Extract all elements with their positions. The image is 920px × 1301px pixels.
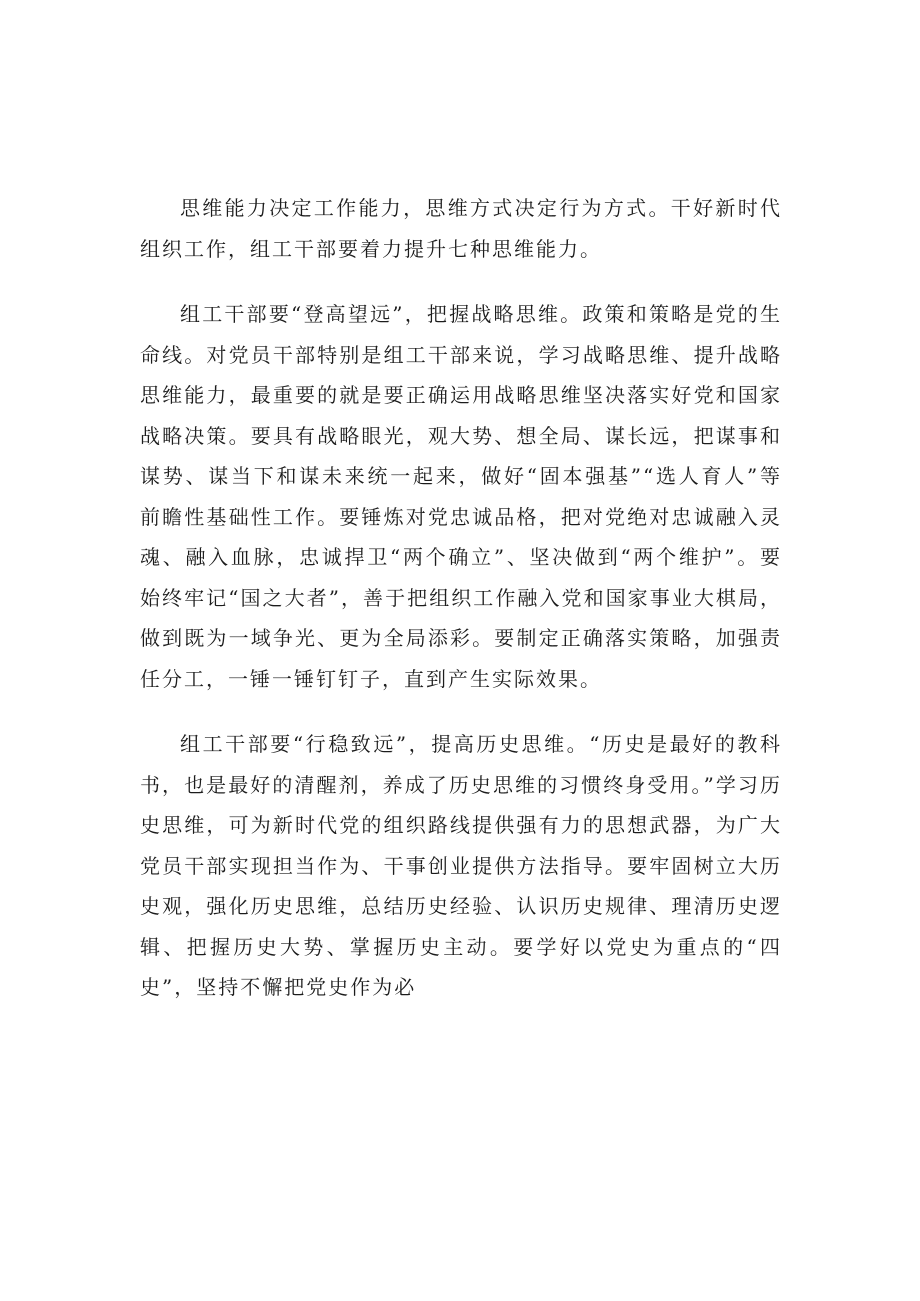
paragraph-historical-thinking: 组工干部要“行稳致远”，提高历史思维。“历史是最好的教科书，也是最好的清醒剂，养成了历史思维的习惯终身受用。”学习历史思维，可为新时代党的组织路线提供强有力的思想武器，为广大党员干部实现担当作为、干事创业提供方法指导。要牢固树立大历史观，强化历史思维，总结历史经验、认识历史规律、理清历史逻辑、把握历史大势、掌握历史主动。要学好以党史为重点的“四史”，坚持不懈把党史作为必 (140, 732, 782, 999)
paragraph-strategic-thinking: 组工干部要“登高望远”，把握战略思维。政策和策略是党的生命线。对党员干部特别是组工干部来说，学习战略思维、提升战略思维能力，最重要的就是要正确运用战略思维坚决落实好党和国家战略决策。要具有战略眼光，观大势、想全局、谋长远，把谋事和谋势、谋当下和谋未来统一起来，做好“固本强基”“选人育人”等前瞻性基础性工作。要锤炼对党忠诚品格，把对党绝对忠诚融入灵魂、融入血脉，忠诚捍卫“两个确立”、坚决做到“两个维护”。要始终牢记“国之大者”，善于把组织工作融入党和国家事业大棋局，做到既为一域争光、更为全局添彩。要制定正确落实策略，加强责任分工，一锤一锤钉钉子，直到产生实际效果。 (140, 302, 782, 691)
paragraph-intro: 思维能力决定工作能力，思维方式决定行为方式。干好新时代组织工作，组工干部要着力提升七种思维能力。 (140, 196, 782, 261)
document-body (140, 188, 782, 1008)
